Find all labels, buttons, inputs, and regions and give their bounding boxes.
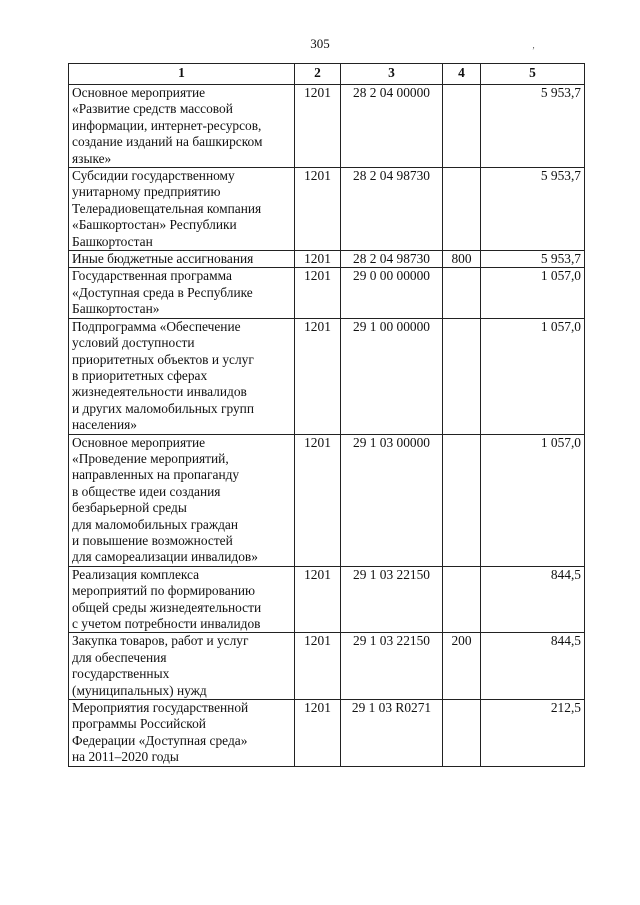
row-section: 1201 [295, 85, 341, 168]
header-col-3: 3 [341, 64, 443, 85]
row-name: Основное мероприятие «Проведение мероприятий, направленных на пропаганду в обществе идеи создания безбарьерной среды для маломобильных граждан и повышение возможностей для самореализации инвалидов» [69, 434, 295, 566]
row-section: 1201 [295, 434, 341, 566]
row-expense-kind [443, 168, 481, 251]
row-section: 1201 [295, 633, 341, 700]
header-col-5: 5 [481, 64, 585, 85]
table-row [69, 434, 585, 566]
row-amount: 5 953,7 [481, 85, 585, 168]
row-amount: 844,5 [481, 633, 585, 700]
row-section: 1201 [295, 268, 341, 318]
row-target-code: 28 2 04 98730 [341, 251, 443, 268]
header-row [69, 64, 585, 85]
table-row [69, 85, 585, 168]
row-amount: 1 057,0 [481, 434, 585, 566]
table-row [69, 268, 585, 318]
row-amount: 5 953,7 [481, 168, 585, 251]
row-expense-kind: 200 [443, 633, 481, 700]
row-amount: 212,5 [481, 700, 585, 767]
table-row [69, 700, 585, 767]
row-section: 1201 [295, 168, 341, 251]
table-row [69, 318, 585, 434]
table-row [69, 168, 585, 251]
table-row [69, 566, 585, 633]
row-amount: 5 953,7 [481, 251, 585, 268]
row-expense-kind [443, 434, 481, 566]
row-target-code: 29 0 00 00000 [341, 268, 443, 318]
row-amount: 1 057,0 [481, 268, 585, 318]
header-col-4: 4 [443, 64, 481, 85]
table-row [69, 633, 585, 700]
row-target-code: 29 1 03 R0271 [341, 700, 443, 767]
page-number: 305 [310, 36, 330, 51]
row-name: Подпрограмма «Обеспечение условий доступности приоритетных объектов и услуг в приоритетных сферах жизнедеятельности инвалидов и других маломобильных групп населения» [69, 318, 295, 434]
table-header [69, 64, 585, 85]
row-section: 1201 [295, 251, 341, 268]
row-amount: 844,5 [481, 566, 585, 633]
budget-table [68, 63, 585, 767]
table-body [69, 85, 585, 767]
row-section: 1201 [295, 566, 341, 633]
row-name: Иные бюджетные ассигнования [69, 251, 295, 268]
row-target-code: 28 2 04 00000 [341, 85, 443, 168]
header-col-1: 1 [69, 64, 295, 85]
row-expense-kind [443, 268, 481, 318]
row-target-code: 29 1 00 00000 [341, 318, 443, 434]
row-expense-kind [443, 318, 481, 434]
row-section: 1201 [295, 700, 341, 767]
row-name: Закупка товаров, работ и услуг для обеспечения государственных (муниципальных) нужд [69, 633, 295, 700]
row-target-code: 29 1 03 22150 [341, 633, 443, 700]
row-target-code: 29 1 03 22150 [341, 566, 443, 633]
row-name: Реализация комплекса мероприятий по формированию общей среды жизнедеятельности с учетом потребности инвалидов [69, 566, 295, 633]
header-col-2: 2 [295, 64, 341, 85]
row-target-code: 28 2 04 98730 [341, 168, 443, 251]
row-name: Мероприятия государственной программы Российской Федерации «Доступная среда» на 2011–2020 годы [69, 700, 295, 767]
corner-mark: ‚ [532, 40, 535, 50]
row-name: Государственная программа «Доступная среда в Республике Башкортостан» [69, 268, 295, 318]
row-section: 1201 [295, 318, 341, 434]
row-expense-kind [443, 700, 481, 767]
row-amount: 1 057,0 [481, 318, 585, 434]
row-name: Основное мероприятие «Развитие средств массовой информации, интернет-ресурсов, создание изданий на башкирском языке» [69, 85, 295, 168]
row-expense-kind [443, 566, 481, 633]
row-target-code: 29 1 03 00000 [341, 434, 443, 566]
row-name: Субсидии государственному унитарному предприятию Телерадиовещательная компания «Башкортостан» Республики Башкортостан [69, 168, 295, 251]
table-row [69, 251, 585, 268]
row-expense-kind: 800 [443, 251, 481, 268]
row-expense-kind [443, 85, 481, 168]
